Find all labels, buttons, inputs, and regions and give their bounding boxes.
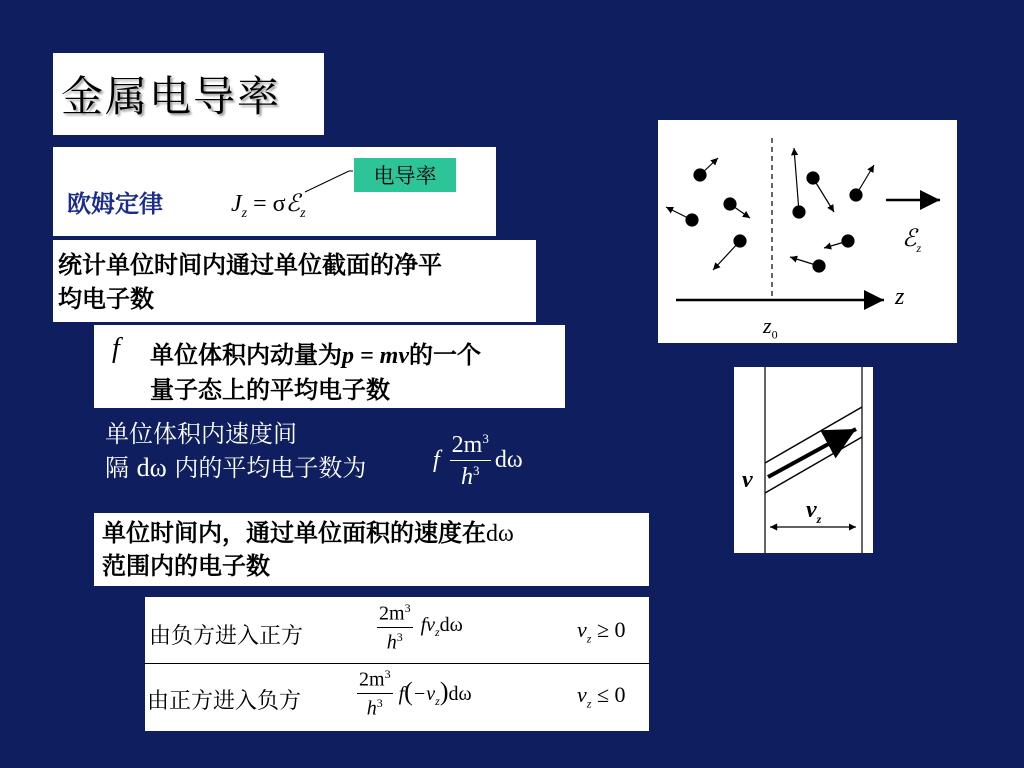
v-label: v (742, 467, 753, 493)
f-line-1: 单位体积内动量为p = mv的一个 (150, 341, 481, 369)
velocity-interval-text (105, 417, 366, 485)
row2-label: 由正方进入负方 (147, 689, 302, 714)
ohm-law-box (53, 147, 496, 236)
per-time-box (94, 513, 649, 586)
ohm-law-equation: $J_z$ = σℰ$_z$ (231, 191, 306, 221)
ohm-law-label: 欧姆定律 (67, 190, 163, 218)
velocity-slab-diagram (734, 367, 873, 553)
table-row (145, 664, 649, 731)
f-definition-box (94, 325, 565, 408)
vz-label: $v_z$ (806, 497, 822, 526)
table-row (145, 597, 649, 664)
conductivity-badge: 电导率 (354, 158, 456, 192)
statistic-line-1: 统计单位时间内通过单位截面的净平 (58, 251, 442, 279)
field-label: ℰ$_z$ (902, 226, 922, 255)
electrons (666, 148, 874, 272)
page-title: 金属电导率 (61, 72, 282, 121)
per-time-line-2: 范围内的电子数 (102, 552, 270, 580)
title-box (53, 53, 324, 135)
velocity-formula: f $\frac{2m^3}{h^3}$ dω (433, 431, 523, 490)
velocity-line-1: 单位体积内速度间 (105, 420, 297, 448)
row1-condition: $v_z \ge 0$ (577, 617, 626, 646)
row2-condition: $v_z \le 0$ (577, 682, 626, 711)
velocity-line-2: 隔 dω 内的平均电子数为 (105, 453, 367, 482)
f-line-2: 量子态上的平均电子数 (150, 376, 390, 404)
z-axis-label: z (895, 284, 905, 310)
velocity-slab-svg (734, 367, 873, 553)
z0-label: $z_0$ (763, 313, 778, 342)
per-time-line-1: 单位时间内，通过单位面积的速度在dω (102, 519, 514, 547)
row1-expression: $\frac{2m^3}{h^3}$ $fv_zd\omega$ (379, 601, 463, 654)
electron-diagram (658, 120, 957, 343)
row1-label: 由负方进入正方 (149, 624, 304, 649)
statistic-box (53, 240, 536, 322)
flux-table (145, 597, 649, 731)
statistic-line-2: 均电子数 (58, 285, 154, 313)
f-symbol: f (112, 333, 120, 364)
row2-expression: $\frac{2m^3}{h^3}$ $f(-v_z)d\omega$ (359, 667, 472, 720)
